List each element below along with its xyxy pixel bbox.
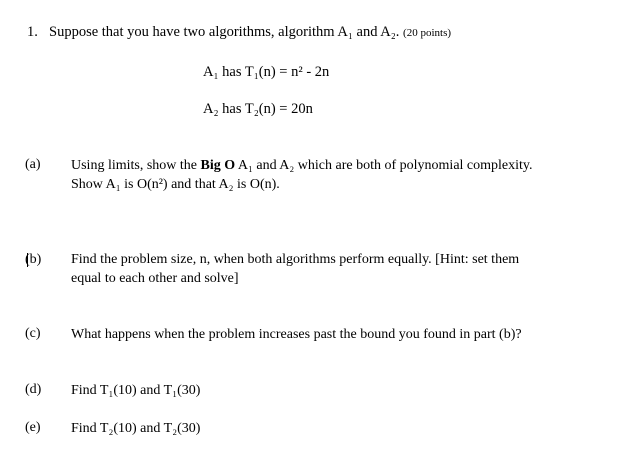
part-a-line1 [71, 156, 591, 175]
part-label-d: (d) [25, 382, 42, 397]
part-c-text: What happens when the problem increases past the bound you found in part (b)? [71, 327, 522, 342]
part-label-a: (a) [25, 157, 41, 172]
question-text [49, 24, 451, 41]
part-a-line1-pre: Using limits, show the [71, 158, 201, 173]
part-label-e: (e) [25, 420, 41, 435]
part-b-line1: Find the problem size, n, when both algorithms perform equally. [Hint: set them [71, 252, 520, 267]
part-e-text: Find T₂(10) and T₂(30) [71, 421, 201, 436]
big-o-bold: Big O [200, 158, 236, 173]
part-b-text [71, 250, 591, 288]
equation-a2: A₂ has T₂(n) = 20n [203, 101, 313, 117]
points-label: (20 points) [403, 27, 452, 39]
part-label-c: (c) [25, 326, 41, 341]
equation-a1: A₁ has T₁(n) = n² - 2n [203, 64, 330, 80]
question-number: 1. [27, 24, 38, 40]
part-b-line2: equal to each other and solve] [71, 271, 239, 286]
question-prompt: Suppose that you have two algorithms, algorithm A₁ and A₂. [49, 24, 400, 40]
part-d-text: Find T₁(10) and T₁(30) [71, 383, 201, 398]
part-label-b: (b) [25, 252, 42, 267]
part-a-line1-post: A₁ and A₂ which are both of polynomial complexity. [235, 158, 533, 173]
part-a-text [71, 156, 591, 194]
part-a-line2: Show A₁ is O(n²) and that A₂ is O(n). [71, 177, 280, 192]
